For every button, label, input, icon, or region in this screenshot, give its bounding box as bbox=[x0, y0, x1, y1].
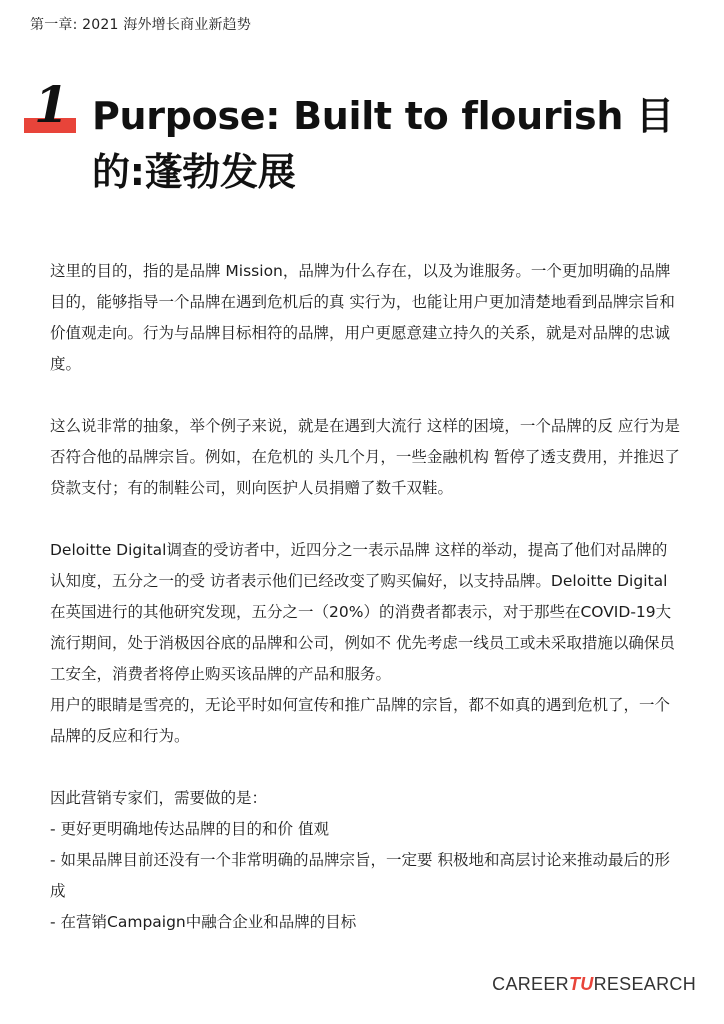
careertu-research-logo bbox=[492, 974, 696, 995]
chapter-number: 1 bbox=[34, 75, 69, 134]
paragraph-gap bbox=[50, 752, 680, 783]
paragraph-purpose-definition: 这里的目的，指的是品牌 Mission，品牌为什么存在，以及为谁服务。一个更加明确的品牌目的，能够指导一个品牌在遇到危机后的真 实行为，也能让用户更加清楚地看到品牌宗旨和价值观走向。行为与品牌目标相符的品牌，用户更愿意建立持久的关系，就是对品牌的忠诚度。 bbox=[50, 262, 675, 373]
page-title: Purpose: Built to flourish 目的:蓬勃发展 bbox=[92, 94, 674, 194]
running-header: 第一章: 2021 海外增长商业新趋势 bbox=[30, 17, 252, 33]
paragraph-gap bbox=[50, 380, 680, 411]
conclusion-intro: 因此营销专家们，需要做的是： bbox=[50, 789, 268, 807]
chapter-marker bbox=[24, 75, 78, 138]
conclusion-item: - 更好更明确地传达品牌的目的和价 值观 bbox=[50, 820, 329, 838]
conclusion-item: - 如果品牌目前还没有一个非常明确的品牌宗旨，一定要 积极地和高层讨论来推动最后的形成 bbox=[50, 851, 670, 900]
logo-text-tu: TU bbox=[568, 974, 594, 994]
paragraph-gap bbox=[50, 504, 680, 535]
article-body bbox=[50, 256, 680, 938]
logo-text-career: CAREER bbox=[492, 974, 569, 994]
paragraph-deloitte-research: Deloitte Digital调查的受访者中，近四分之一表示品牌 这样的举动，提高了他们对品牌的认知度，五分之一的受 访者表示他们已经改变了购买偏好，以支持品牌。Deloitte Digital在英国进行的其他研究发现，五分之一（20%）的消费者都表示，对于那些在COVID-19大流行期间，处于消极因谷底的品牌和公司，例如不 优先考虑一线员工或未采取措施以确保员工安全，消费者将停止购买该品牌的产品和服务。 bbox=[50, 541, 675, 683]
paragraph-user-perception: 用户的眼睛是雪亮的，无论平时如何宣传和推广品牌的宗旨，都不如真的遇到危机了，一个品牌的反应和行为。 bbox=[50, 696, 671, 745]
paragraph-crisis-example: 这么说非常的抽象，举个例子来说，就是在遇到大流行 这样的困境，一个品牌的反 应行为是否符合他的品牌宗旨。例如，在危机的 头几个月，一些金融机构 暂停了透支费用，并推迟了贷款支付；有的制鞋公司，则向医护人员捐赠了数千双鞋。 bbox=[50, 417, 680, 497]
conclusion-item: - 在营销Campaign中融合企业和品牌的目标 bbox=[50, 913, 357, 931]
logo-text-research: RESEARCH bbox=[593, 974, 696, 994]
